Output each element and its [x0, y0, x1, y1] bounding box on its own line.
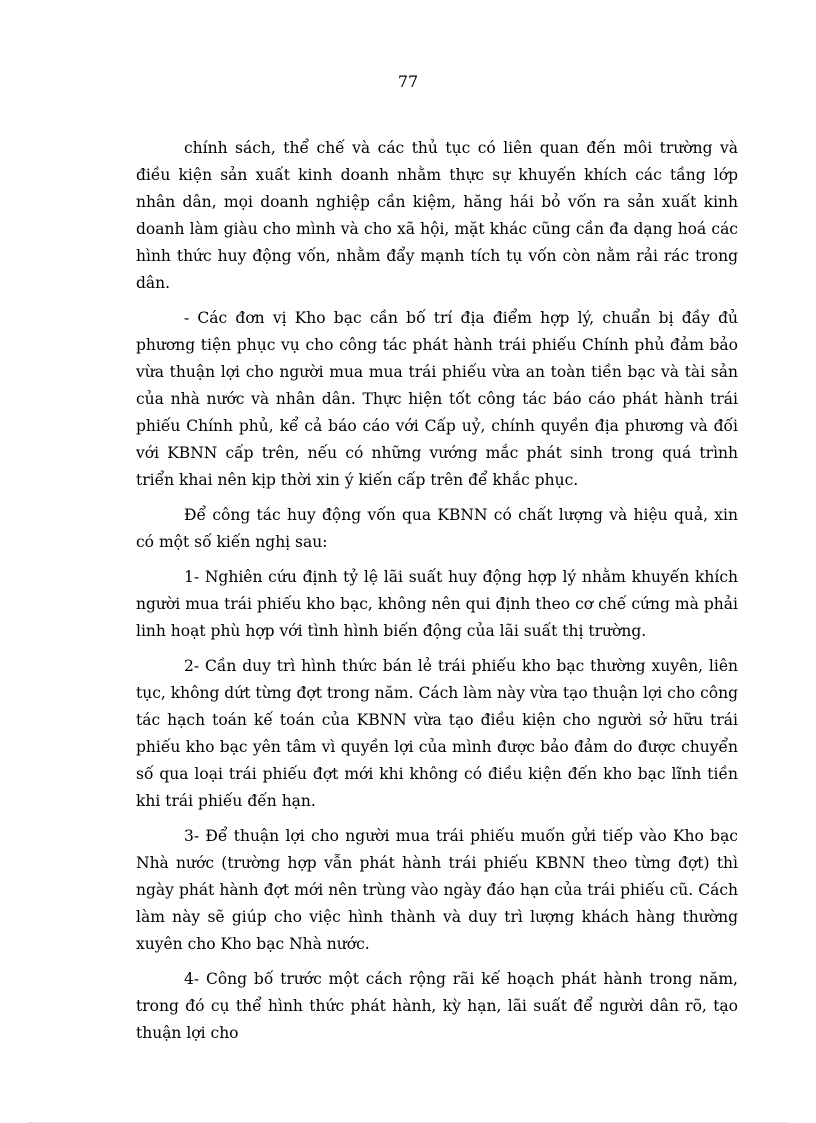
page-number: 77	[397, 72, 419, 91]
paragraph-treasury-units: - Các đơn vị Kho bạc cần bố trí địa điểm hợp lý, chuẩn bị đầy đủ phương tiện phục vụ cho công tác phát hành trái phiếu Chính phủ đảm bảo vừa thuận lợi cho người mua mua trái phiếu vừa an toàn tiền bạc và tài sản của nhà nước và nhân dân. Thực hiện tốt công tác báo cáo phát hành trái phiếu Chính phủ, kể cả báo cáo với Cấp uỷ, chính quyền địa phương và đối với KBNN cấp trên, nếu có những vướng mắc phát sinh trong quá trình triển khai nên kịp thời xin ý kiến cấp trên để khắc phục.	[136, 309, 738, 489]
paragraph-recommendation-3: 3- Để thuận lợi cho người mua trái phiếu muốn gửi tiếp vào Kho bạc Nhà nước (trường hợp vẫn phát hành trái phiếu KBNN theo từng đợt) thì ngày phát hành đợt mới nên trùng vào ngày đáo hạn của trái phiếu cũ. Cách làm này sẽ giúp cho việc hình thành và duy trì lượng khách hàng thường xuyên cho Kho bạc Nhà nước.	[136, 827, 738, 953]
paragraph-recommendation-2: 2- Cần duy trì hình thức bán lẻ trái phiếu kho bạc thường xuyên, liên tục, không dứt từng đợt trong năm. Cách làm này vừa tạo thuận lợi cho công tác hạch toán kế toán của KBNN vừa tạo điều kiện cho người sở hữu trái phiếu kho bạc yên tâm vì quyền lợi của mình được bảo đảm do được chuyển số qua loại trái phiếu đợt mới khi không có điều kiện đến kho bạc lĩnh tiền khi trái phiếu đến hạn.	[136, 657, 738, 810]
paragraph-recommendation-1: 1- Nghiên cứu định tỷ lệ lãi suất huy động hợp lý nhằm khuyến khích người mua trái phiếu kho bạc, không nên qui định theo cơ chế cứng mà phải linh hoạt phù hợp với tình hình biến động của lãi suất thị trường.	[136, 568, 738, 640]
paragraph-recommendations-intro: Để công tác huy động vốn qua KBNN có chất lượng và hiệu quả, xin có một số kiến nghị sau:	[136, 506, 738, 551]
paragraph-recommendation-4: 4- Công bố trước một cách rộng rãi kế hoạch phát hành trong năm, trong đó cụ thể hình thức phát hành, kỳ hạn, lãi suất để người dân rõ, tạo thuận lợi cho	[136, 970, 738, 1042]
document-body	[136, 135, 738, 1055]
paragraph-policy-environment: chính sách, thể chế và các thủ tục có liên quan đến môi trường và điều kiện sản xuất kinh doanh nhằm thực sự khuyến khích các tầng lớp nhân dân, mọi doanh nghiệp cần kiệm, hăng hái bỏ vốn ra sản xuất kinh doanh làm giàu cho mình và cho xã hội, mặt khác cũng cần đa dạng hoá các hình thức huy động vốn, nhằm đẩy mạnh tích tụ vốn còn nằm rải rác trong dân.	[136, 139, 738, 292]
